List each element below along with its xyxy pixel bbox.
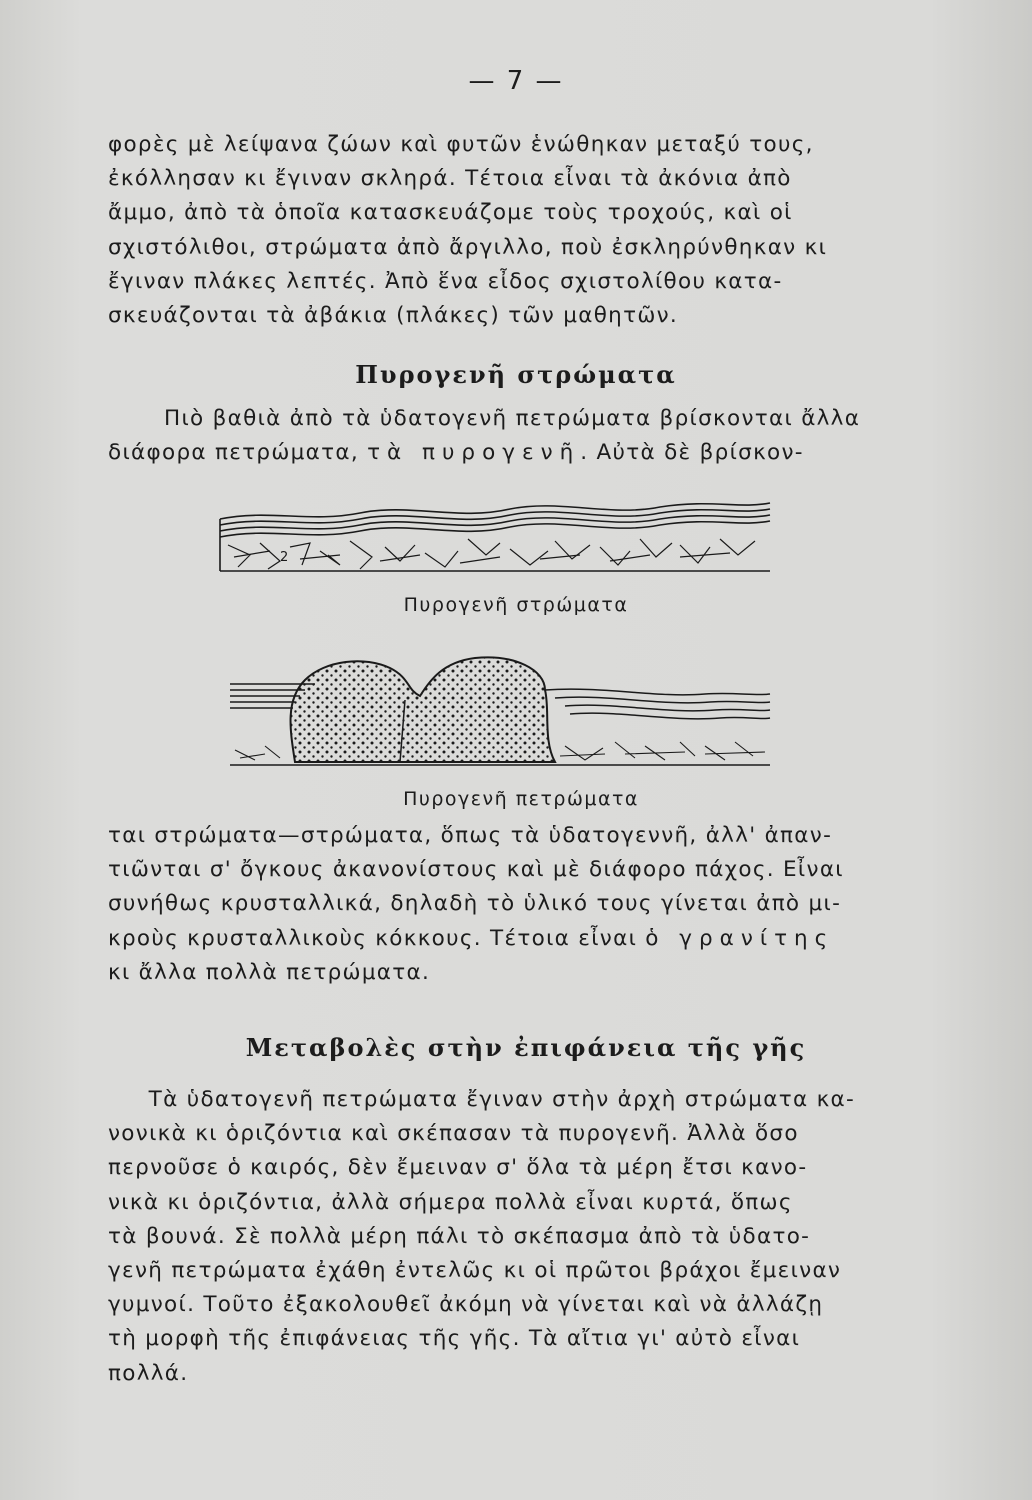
- text-line: τιῶνται σ' ὄγκους ἀκανονίστους καὶ μὲ διάφορο πάχος. Εἶναι: [108, 857, 844, 883]
- text-line: περνοῦσε ὁ καιρός, δὲν ἔμειναν σ' ὅλα τὰ μέρη ἔτσι κανο-: [108, 1155, 808, 1181]
- section-heading-surface-changes: Μεταβολὲς στὴν ἐπιφάνεια τῆς γῆς: [245, 1033, 807, 1062]
- paragraph-igneous: [108, 402, 908, 470]
- text-line: φορὲς μὲ λείψανα ζώων καὶ φυτῶν ἑνώθηκαν μεταξύ τους,: [108, 132, 814, 157]
- igneous-strata-illustration: [210, 495, 775, 575]
- text-line: ἄμμο, ἀπὸ τὰ ὁποῖα κατασκευάζομε τοὺς τροχούς, καὶ οἱ: [108, 200, 793, 226]
- text-line: κι ἄλλα πολλὰ πετρώματα.: [108, 959, 431, 985]
- text-line: Πιὸ βαθιὰ ἀπὸ τὰ ὑδατογενῆ πετρώματα βρίσκονται ἄλλα: [164, 406, 861, 431]
- text-line: σχιστόλιθοι, στρώματα ἀπὸ ἄργιλλο, ποὺ ἐσκληρύνθηκαν κι: [108, 234, 828, 260]
- text-line: γενῆ πετρώματα ἐχάθη ἐντελῶς κι οἱ πρῶτοι βράχοι ἔμειναν: [108, 1258, 842, 1284]
- text-line: γυμνοί. Τοῦτο ἐξακολουθεῖ ἀκόμη νὰ γίνεται καὶ νὰ ἀλλάζῃ: [108, 1292, 824, 1318]
- text-line: ται στρώματα—στρώματα, ὅπως τὰ ὑδατογεννῆ, ἀλλ' ἀπαν-: [108, 823, 833, 848]
- page-number: — 7 —: [468, 66, 564, 96]
- text-line: συνήθως κρυσταλλικά, δηλαδὴ τὸ ὑλικό τους γίνεται ἀπὸ μι-: [108, 891, 842, 917]
- text-line: πολλά.: [108, 1360, 189, 1386]
- emphasized-term: τὰ πυρογενῆ: [367, 440, 581, 466]
- text-segment: . Αὐτὰ δὲ βρίσκον-: [580, 440, 804, 466]
- text-line: τὰ βουνά. Σὲ πολλὰ μέρη πάλι τὸ σκέπασμα ἀπὸ τὰ ὑδατο-: [108, 1223, 811, 1249]
- figure-caption-rocks: Πυρογενῆ πετρώματα: [403, 788, 639, 810]
- section-heading-igneous-layers: Πυρογενῆ στρώματα: [355, 360, 677, 389]
- text-segment: κροὺς κρυσταλλικοὺς κόκκους. Τέτοια εἶναι: [108, 925, 646, 951]
- paragraph-surface-changes: [108, 1083, 908, 1391]
- paragraph-intro: [108, 128, 908, 333]
- text-segment: διάφορα πετρώματα,: [108, 440, 368, 466]
- figure-label: 2: [280, 550, 289, 565]
- text-line: νονικὰ κι ὁριζόντια καὶ σκέπασαν τὰ πυρογενῆ. Ἀλλὰ ὅσο: [108, 1121, 799, 1147]
- text-line: ἐκόλλησαν κι ἔγιναν σκληρά. Τέτοια εἶναι τὰ ἀκόνια ἀπὸ: [108, 166, 792, 192]
- text-line: [108, 436, 908, 470]
- text-line: ἔγιναν πλάκες λεπτές. Ἀπὸ ἕνα εἶδος σχιστολίθου κατα-: [108, 268, 783, 294]
- igneous-rocks-illustration: [225, 650, 775, 772]
- text-line: Τὰ ὑδατογενῆ πετρώματα ἔγιναν στὴν ἀρχὴ στρώματα κα-: [108, 1087, 856, 1112]
- paragraph-granite: [108, 819, 908, 990]
- figure-caption-strata: Πυρογενῆ στρώματα: [403, 594, 629, 616]
- text-line: νικὰ κι ὁριζόντια, ἀλλὰ σήμερα πολλὰ εἶναι κυρτά, ὅπως: [108, 1189, 793, 1215]
- text-line: [108, 922, 908, 956]
- emphasized-term: ὁ γρανίτης: [645, 925, 835, 951]
- text-line: τὴ μορφὴ τῆς ἐπιφάνειας τῆς γῆς. Τὰ αἴτια γι' αὐτὸ εἶναι: [108, 1326, 801, 1352]
- text-line: σκευάζονται τὰ ἀβάκια (πλάκες) τῶν μαθητῶν.: [108, 303, 679, 329]
